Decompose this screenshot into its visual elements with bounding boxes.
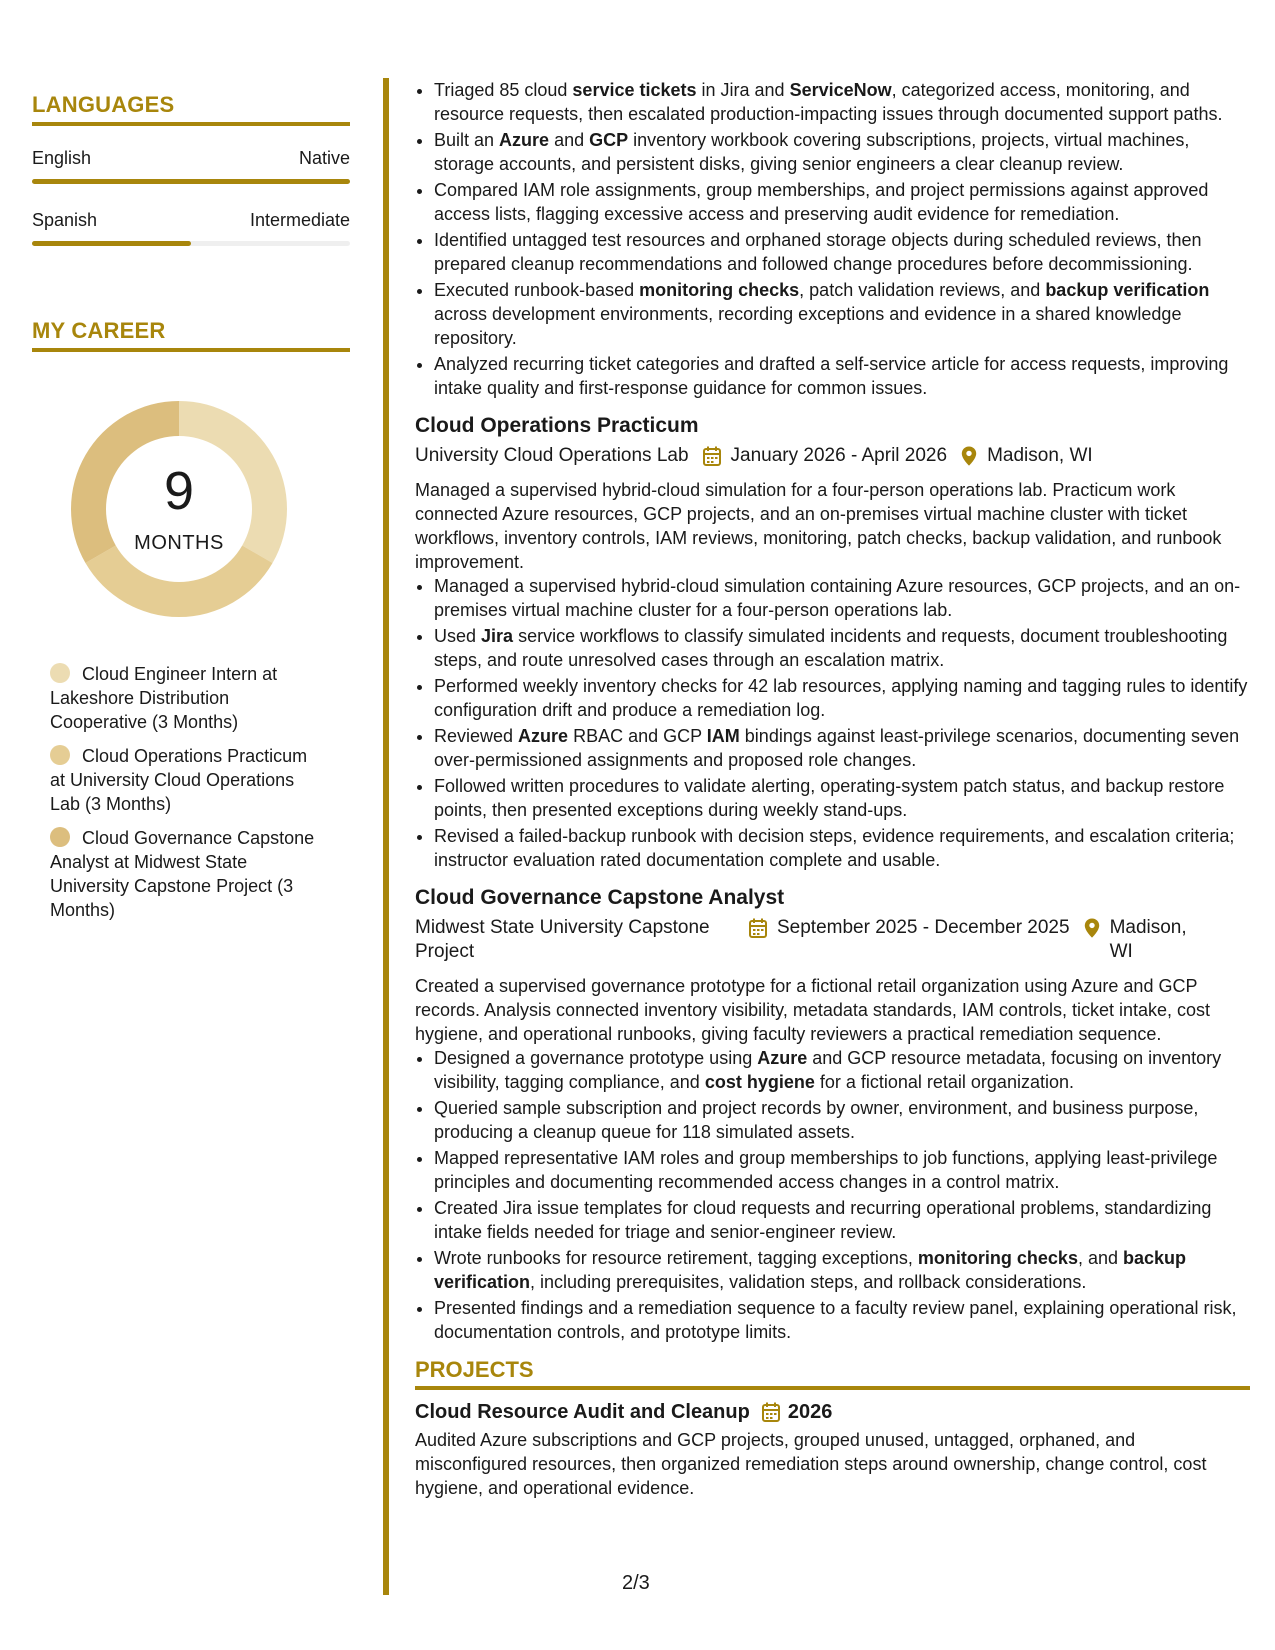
project-name: Cloud Resource Audit and Cleanup <box>415 1401 750 1423</box>
language-name: Spanish <box>32 210 98 230</box>
calendar-icon <box>749 918 767 938</box>
bullet-item: • Followed written procedures to validate alerting, operating-system patch status, and backup restore points, then presented exceptions during weekly stand-ups. <box>434 774 1250 822</box>
column-divider <box>383 78 389 1595</box>
career-heading: MY CAREER <box>32 318 350 352</box>
bullet-item: • Wrote runbooks for resource retirement, tagging exceptions, monitoring checks, and backup verification, including prerequisites, validation steps, and rollback considerations. <box>434 1246 1250 1294</box>
job-location: Madison, WI <box>1109 917 1187 962</box>
bullet-item: • Reviewed Azure RBAC and GCP IAM bindings against least-privilege scenarios, documenting seven over-permissioned assignments and proposed role changes. <box>434 724 1250 772</box>
project-header <box>415 1400 1250 1424</box>
left-sidebar <box>32 92 350 932</box>
calendar-icon <box>762 1402 780 1422</box>
language-name: English <box>32 148 92 168</box>
language-proficiency-bar <box>32 179 350 184</box>
career-total-number: 9 <box>163 461 195 521</box>
bullet-item: • Presented findings and a remediation sequence to a faculty review panel, explaining operational risk, documentation controls, and prototype limits. <box>434 1296 1250 1344</box>
job-dates: January 2026 - April 2026 <box>730 445 948 466</box>
job-title: Cloud Governance Capstone Analyst <box>415 886 785 909</box>
legend-label: Cloud Engineer Intern at Lakeshore Distribution Cooperative (3 Months) <box>50 664 278 732</box>
page-number: 2/3 <box>622 1572 650 1594</box>
job-meta <box>415 444 1250 468</box>
prev-job-bullets <box>415 78 1250 400</box>
language-item <box>32 210 350 246</box>
job-dates: September 2025 - December 2025 <box>777 917 1070 938</box>
bullet-item: • Queried sample subscription and project records by owner, environment, and business purpose, producing a cleanup queue for 118 simulated assets. <box>434 1096 1250 1144</box>
legend-dot <box>50 745 70 765</box>
job-location: Madison, WI <box>987 445 1093 466</box>
bullet-item: • Executed runbook-based monitoring checks, patch validation reviews, and backup verification across development environments, recording exceptions and evidence in a shared knowledge repository. <box>434 278 1250 350</box>
legend-label: Cloud Operations Practicum at University Cloud Operations Lab (3 Months) <box>50 746 308 814</box>
job-company: Midwest State University Capstone Project <box>415 917 710 962</box>
job-entry <box>415 884 1250 1344</box>
project-entry <box>415 1400 1250 1500</box>
bullet-item: • Triaged 85 cloud service tickets in Jira and ServiceNow, categorized access, monitoring, and resource requests, then escalated production-impacting issues through documented support paths. <box>434 78 1250 126</box>
location-pin-icon <box>961 446 977 466</box>
legend-dot <box>50 663 70 683</box>
bullet-item: • Performed weekly inventory checks for 42 lab resources, applying naming and tagging rules to identify configuration drift and produce a remediation log. <box>434 674 1250 722</box>
job-company: University Cloud Operations Lab <box>415 445 689 466</box>
language-proficiency-bar <box>32 241 350 246</box>
location-pin-icon <box>1084 918 1100 938</box>
legend-label: Cloud Governance Capstone Analyst at Midwest State University Capstone Project (3 Months) <box>50 828 315 920</box>
legend-item <box>50 662 325 734</box>
languages-heading: LANGUAGES <box>32 92 350 126</box>
job-bullets <box>415 574 1250 872</box>
project-description: Audited Azure subscriptions and GCP projects, grouped unused, untagged, orphaned, and misconfigured resources, then organized remediation steps around ownership, change control, cost hygiene, and operational evidence. <box>415 1430 1207 1498</box>
job-entry <box>415 412 1250 872</box>
main-content <box>415 78 1250 1500</box>
donut-segment <box>85 546 272 618</box>
career-donut-chart <box>64 394 294 624</box>
bullet-item: • Revised a failed-backup runbook with decision steps, evidence requirements, and escalation criteria; instructor evaluation rated documentation complete and usable. <box>434 824 1250 872</box>
calendar-icon <box>703 446 721 466</box>
job-title: Cloud Operations Practicum <box>415 414 699 437</box>
bullet-item: • Used Jira service workflows to classify simulated incidents and requests, document troubleshooting steps, and route unresolved cases through an escalation matrix. <box>434 624 1250 672</box>
bullet-item: • Created Jira issue templates for cloud requests and recurring operational problems, standardizing intake fields needed for triage and senior-engineer review. <box>434 1196 1250 1244</box>
career-total-unit: MONTHS <box>134 532 224 554</box>
bullet-item: • Designed a governance prototype using Azure and GCP resource metadata, focusing on inventory visibility, tagging compliance, and cost hygiene for a fictional retail organization. <box>434 1046 1250 1094</box>
job-meta <box>415 916 1250 964</box>
legend-item <box>50 744 325 816</box>
projects-heading: PROJECTS <box>415 1358 1250 1390</box>
job-bullets <box>415 1046 1250 1344</box>
bullet-item: • Identified untagged test resources and orphaned storage objects during scheduled reviews, then prepared cleanup recommendations and followed change procedures before decommissioning. <box>434 228 1250 276</box>
bullet-item: • Analyzed recurring ticket categories and drafted a self-service article for access requests, improving intake quality and first-response guidance for common issues. <box>434 352 1250 400</box>
bullet-item: • Mapped representative IAM roles and group memberships to job functions, applying least-privilege principles and documenting recommended access changes in a control matrix. <box>434 1146 1250 1194</box>
career-legend <box>50 662 325 922</box>
legend-dot <box>50 827 70 847</box>
bullet-item: • Compared IAM role assignments, group memberships, and project permissions against approved access lists, flagging excessive access and preserving audit evidence for remediation. <box>434 178 1250 226</box>
project-year: 2026 <box>787 1401 833 1423</box>
legend-item <box>50 826 325 922</box>
language-level: Native <box>298 148 350 168</box>
job-summary: Created a supervised governance prototype for a fictional retail organization using Azure and GCP records. Analysis connected inventory visibility, metadata standards, IAM controls, ticket intake, cost hygiene, and operational runbooks, giving faculty reviewers a practical remediation sequence. <box>415 976 1211 1044</box>
bullet-item: • Built an Azure and GCP inventory workbook covering subscriptions, projects, virtual machines, storage accounts, and persistent disks, giving senior engineers a clear cleanup review. <box>434 128 1250 176</box>
language-level: Intermediate <box>249 210 350 230</box>
language-item <box>32 148 350 184</box>
language-proficiency-fill <box>32 241 191 246</box>
language-proficiency-fill <box>32 179 350 184</box>
bullet-item: • Managed a supervised hybrid-cloud simulation containing Azure resources, GCP projects, and an on-premises virtual machine cluster for a four-person operations lab. <box>434 574 1250 622</box>
job-summary: Managed a supervised hybrid-cloud simulation for a four-person operations lab. Practicum work connected Azure resources, GCP projects, and an on-premises virtual machine cluster with ticket workflows, inventory controls, IAM reviews, monitoring, patch checks, backup validation, and runbook improvement. <box>415 480 1222 572</box>
